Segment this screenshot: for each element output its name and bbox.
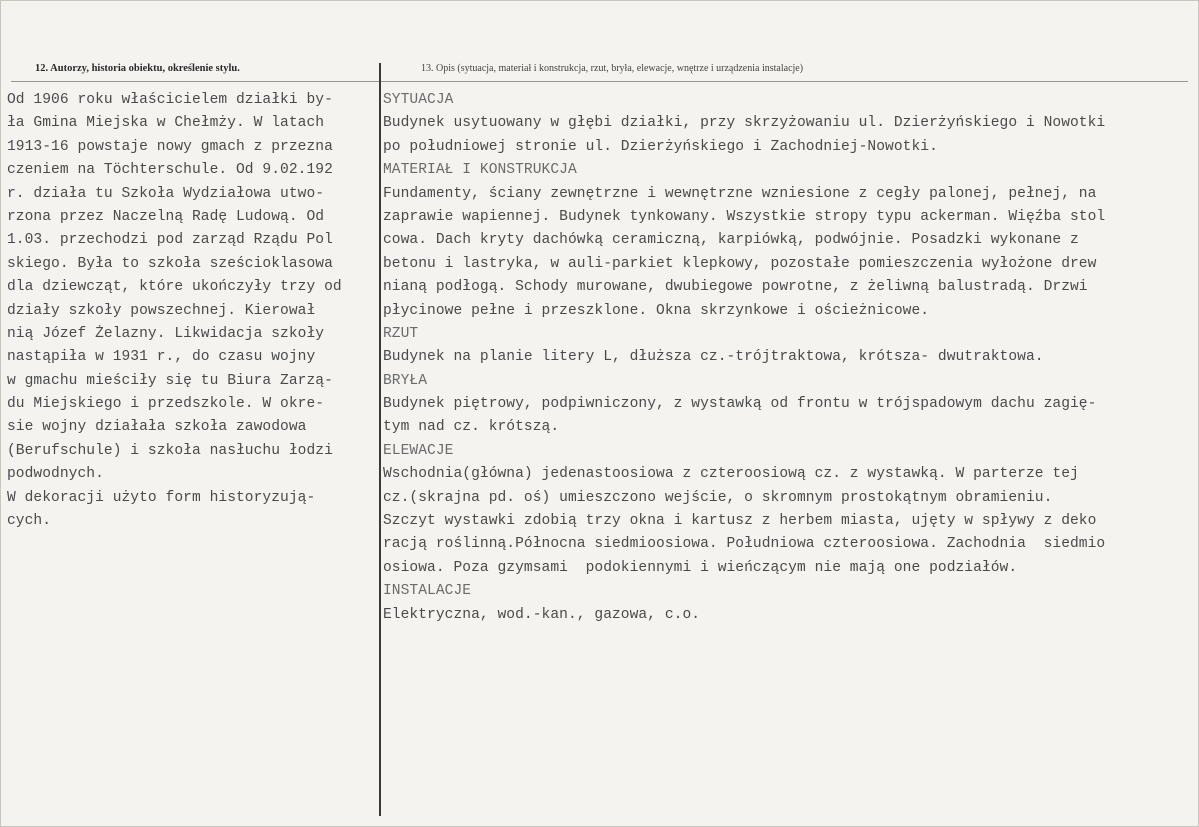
history-text-line: podwodnych. bbox=[7, 466, 104, 483]
description-text-line: cowa. Dach kryty dachówką ceramiczną, karpiówką, podwójnie. Posadzki wykonane z bbox=[383, 232, 1079, 249]
history-text-line: Od 1906 roku właścicielem działki by- bbox=[7, 92, 333, 108]
history-text-line: ła Gmina Miejska w Chełmży. W latach bbox=[7, 115, 325, 132]
description-text-line: Budynek na planie litery L, dłuższa cz.-trójtraktowa, krótsza- dwutraktowa. bbox=[383, 349, 1044, 366]
description-section-heading: ELEWACJE bbox=[383, 442, 454, 459]
description-text-line: racją roślinną.Północna siedmioosiowa. Południowa czteroosiowa. Zachodnia siedmio bbox=[383, 536, 1106, 553]
description-text-line: po południowej stronie ul. Dzierżyńskiego i Zachodniej-Nowotki. bbox=[383, 138, 938, 155]
history-text-line: w gmachu mieściły się tu Biura Zarzą- bbox=[7, 372, 333, 389]
description-text-line: osiowa. Poza gzymsami podokiennymi i wieńczącym nie mają one podziałów. bbox=[383, 559, 1018, 576]
description-text-line: Budynek piętrowy, podpiwniczony, z wystawką od frontu w trójspadowym dachu zagię- bbox=[383, 396, 1097, 413]
section-13-header: 13. Opis (sytuacja, materiał i konstrukcja, rzut, bryła, elewacje, wnętrze i urządzenia instalacje) bbox=[421, 63, 804, 74]
description-section-heading: BRYŁA bbox=[383, 372, 428, 389]
description-text-line: Wschodnia(główna) jedenastoosiowa z czteroosiową cz. z wystawką. W parterze tej bbox=[383, 466, 1079, 483]
description-text-line: nianą podłogą. Schody murowane, dwubiegowe powrotne, z żeliwną balustradą. Drzwi bbox=[383, 279, 1088, 296]
description-text-line: Elektryczna, wod.-kan., gazowa, c.o. bbox=[383, 606, 701, 623]
description-text-line: Fundamenty, ściany zewnętrzne i wewnętrzne wzniesione z cegły palonej, pełnej, na bbox=[383, 185, 1097, 202]
description-section-heading: INSTALACJE bbox=[383, 583, 472, 600]
section-13-body bbox=[383, 89, 1198, 627]
history-text-line: du Miejskiego i przedszkole. W okre- bbox=[7, 396, 325, 413]
description-text-line: betonu i lastryka, w auli-parkiet klepkowy, pozostałe pomieszczenia wyłożone drew bbox=[383, 255, 1097, 272]
column-divider bbox=[379, 63, 381, 816]
header-divider bbox=[11, 81, 1188, 82]
history-text-line: nią Józef Żelazny. Likwidacja szkoły bbox=[7, 325, 325, 342]
history-text-line: rzona przez Naczelną Radę Ludową. Od bbox=[7, 208, 325, 225]
history-text-line: dla dziewcząt, które ukończyły trzy od bbox=[7, 279, 342, 296]
history-text-line: cych. bbox=[7, 513, 52, 530]
history-text-line: 1913-16 powstaje nowy gmach z przezna bbox=[7, 138, 333, 155]
description-section-heading: RZUT bbox=[383, 325, 419, 342]
history-text-line: czeniem na Töchterschule. Od 9.02.192 bbox=[7, 162, 333, 179]
description-text-line: cz.(skrajna pd. oś) umieszczono wejście, o skromnym prostokątnym obramieniu. bbox=[383, 489, 1053, 506]
description-text-line: Budynek usytuowany w głębi działki, przy skrzyżowaniu ul. Dzierżyńskiego i Nowotki bbox=[383, 115, 1106, 132]
history-text-line: 1.03. przechodzi pod zarząd Rządu Pol bbox=[7, 232, 333, 249]
history-text-line: W dekoracji użyto form historyzują- bbox=[7, 489, 316, 506]
history-text-line: działy szkoły powszechnej. Kierował bbox=[7, 302, 316, 319]
history-text-line: (Berufschule) i szkoła nasłuchu łodzi bbox=[7, 442, 333, 459]
description-section-heading: SYTUACJA bbox=[383, 92, 454, 108]
history-text-line: r. działa tu Szkoła Wydziałowa utwo- bbox=[7, 185, 325, 202]
history-text-line: nastąpiła w 1931 r., do czasu wojny bbox=[7, 349, 316, 366]
description-section-heading: MATERIAŁ I KONSTRUKCJA bbox=[383, 162, 577, 179]
history-text-line: sie wojny działała szkoła zawodowa bbox=[7, 419, 307, 436]
description-text-line: zaprawie wapiennej. Budynek tynkowany. Wszystkie stropy typu ackerman. Więźba stol bbox=[383, 208, 1106, 225]
description-text-line: płycinowe pełne i przeszklone. Okna skrzynkowe i ościeżnicowe. bbox=[383, 302, 930, 319]
description-text-line: Szczyt wystawki zdobią trzy okna i kartusz z herbem miasta, ujęty w spływy z deko bbox=[383, 513, 1097, 530]
section-12-header: 12. Autorzy, historia obiektu, określenie stylu. bbox=[35, 63, 240, 74]
description-text-line: tym nad cz. krótszą. bbox=[383, 419, 560, 436]
history-text-line: skiego. Była to szkoła sześcioklasowa bbox=[7, 255, 333, 272]
section-12-body bbox=[7, 89, 379, 533]
